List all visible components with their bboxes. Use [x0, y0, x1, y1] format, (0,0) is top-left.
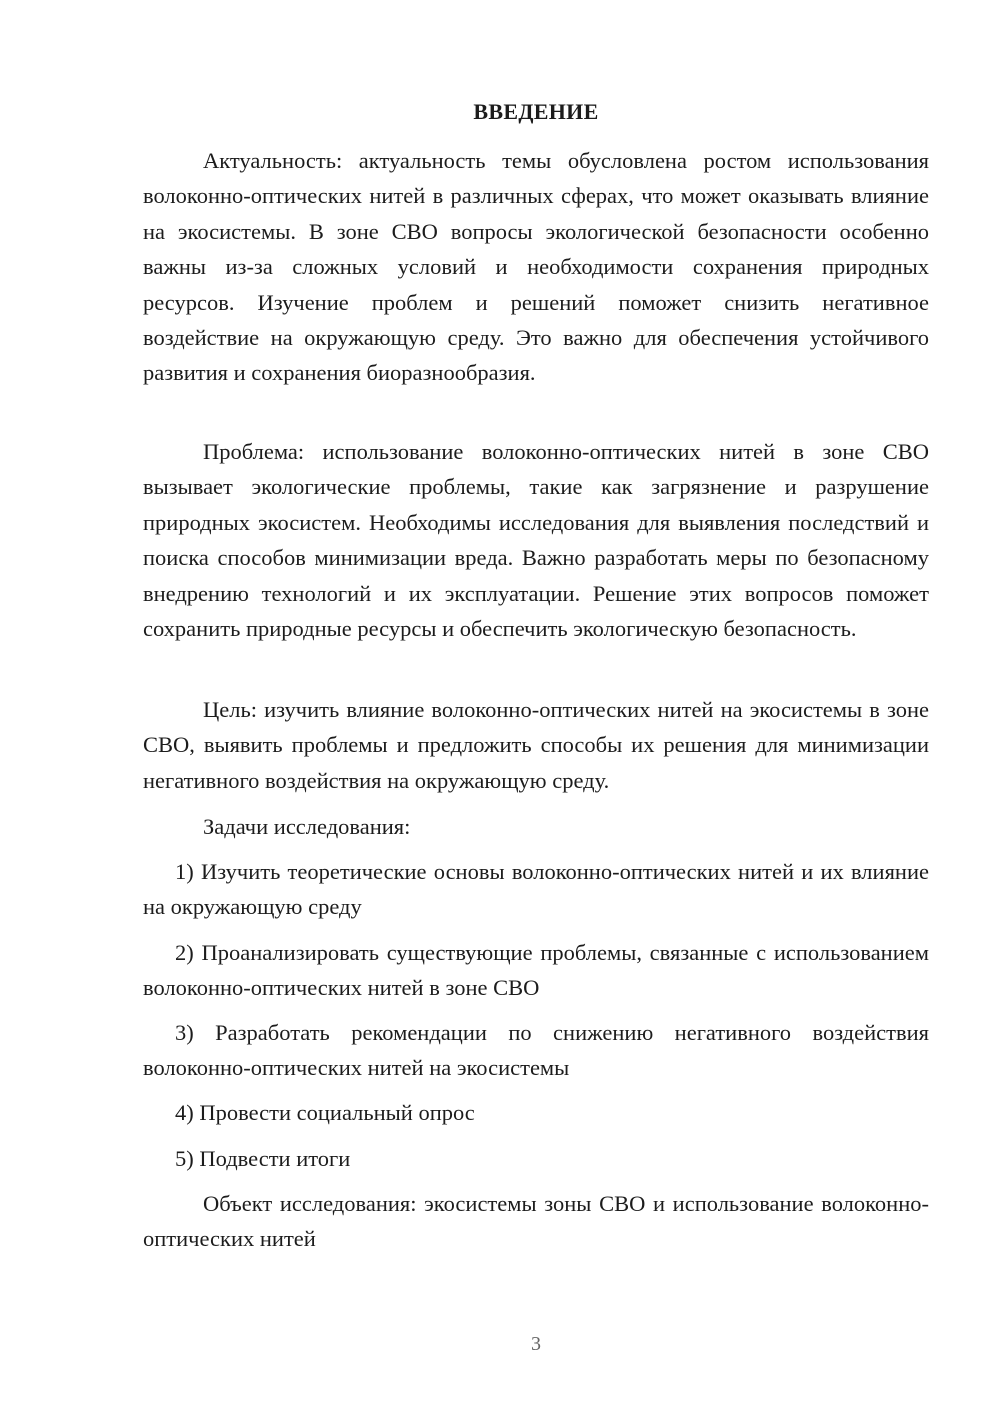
task-item-2: 2) Проанализировать существующие проблемы, связанные с использованием волоконно-оптических нитей в зоне СВО	[143, 940, 929, 1001]
page-title: ВВЕДЕНИЕ	[473, 99, 599, 124]
tasks-heading: Задачи исследования:	[203, 814, 411, 839]
object-paragraph: Объект исследования: экосистемы зоны СВО и использование волоконно-оптических нитей	[143, 1191, 929, 1252]
task-item-1: 1) Изучить теоретические основы волоконно-оптических нитей и их влияние на окружающую среду	[143, 859, 929, 920]
relevance-paragraph: Актуальность: актуальность темы обусловлена ростом использования волоконно-оптических нитей в различных сферах, что может оказывать влияние на экосистемы. В зоне СВО вопросы экологической безопасности особенно важны из-за сложных условий и необходимости сохранения природных ресурсов. Изучение проблем и решений поможет снизить негативное воздействие на окружающую среду. Это важно для обеспечения устойчивого развития и сохранения биоразнообразия.	[143, 148, 929, 386]
goal-paragraph: Цель: изучить влияние волоконно-оптических нитей на экосистемы в зоне СВО, выявить проблемы и предложить способы их решения для минимизации негативного воздействия на окружающую среду.	[143, 697, 929, 793]
task-item-3: 3) Разработать рекомендации по снижению негативного воздействия волоконно-оптических нитей на экосистемы	[143, 1020, 929, 1081]
page-number: 3	[531, 1333, 541, 1355]
problem-paragraph: Проблема: использование волоконно-оптических нитей в зоне СВО вызывает экологические проблемы, такие как загрязнение и разрушение природных экосистем. Необходимы исследования для выявления последствий и поиска способов минимизации вреда. Важно разработать меры по безопасному внедрению технологий и их эксплуатации. Решение этих вопросов поможет сохранить природные ресурсы и обеспечить экологическую безопасность.	[143, 439, 929, 642]
task-item-5: 5) Подвести итоги	[175, 1146, 351, 1171]
task-item-4: 4) Провести социальный опрос	[175, 1100, 475, 1125]
